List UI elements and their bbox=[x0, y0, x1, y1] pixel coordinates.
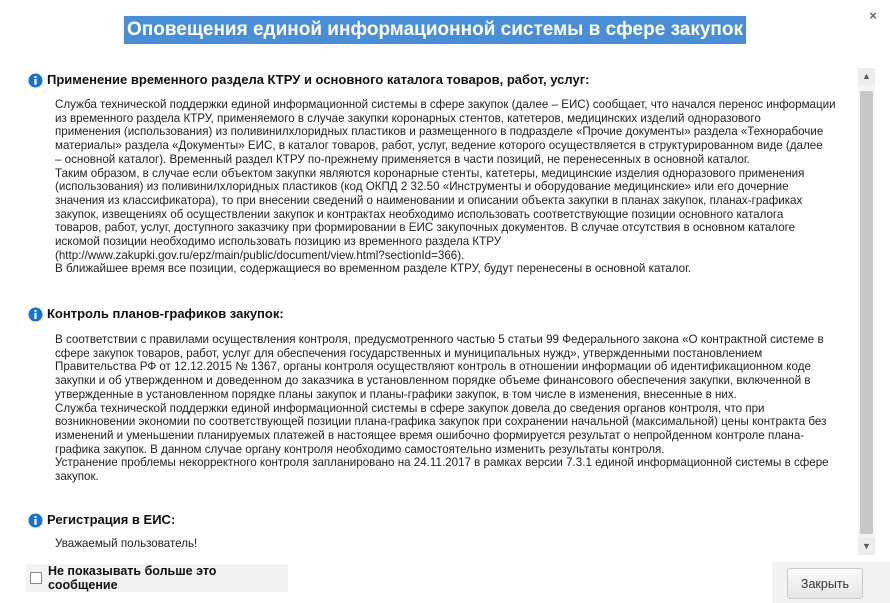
info-icon bbox=[28, 307, 43, 322]
paragraph-line: товаров, работ, услуг, доступного заказчику при формировании в ЕИС закупочных документов. В случае отсутствия в основном каталоге bbox=[55, 221, 796, 235]
scroll-down-icon[interactable]: ▼ bbox=[858, 538, 875, 555]
scroll-up-icon[interactable]: ▲ bbox=[858, 68, 875, 85]
messages-content bbox=[0, 68, 858, 555]
dont-show-again-checkbox[interactable] bbox=[30, 572, 42, 584]
paragraph-line: Таким образом, в случае если объектом закупки являются коронарные стенты, катетеры, медицинские изделия одноразового применения bbox=[55, 166, 805, 180]
section-body-control bbox=[55, 333, 858, 484]
dialog-title: Оповещения единой информационной системы в сфере закупок bbox=[124, 16, 746, 44]
paragraph-line: (http://www.zakupki.gov.ru/epz/main/public/document/view.html?sectionId=366). bbox=[55, 248, 465, 262]
paragraph-line: сфере закупок товаров, работ, услуг для обеспечения государственных и муниципальных нужд», утвержденными постановлением bbox=[55, 346, 763, 360]
paragraph-line: возникновении экономии по соответствующей позиции плана-графика закупок при сохранении начальной (максимальной) цены контракта без bbox=[55, 415, 827, 429]
paragraph-line: – основной каталог). Временный раздел КТРУ по-прежнему применяется в части позиций, не перенесенных в основной каталог. bbox=[55, 152, 750, 166]
paragraph-line: Служба технической поддержки единой информационной системы в сфере закупок довела до сведения органов контроля, что при bbox=[55, 401, 765, 415]
section-title: Регистрация в ЕИС: bbox=[47, 512, 176, 527]
section-title: Контроль планов-графиков закупок: bbox=[47, 306, 284, 321]
paragraph-line: В соответствии с правилами осуществления контроля, предусмотренного частью 5 статьи 99 Федерального закона «О контрактной системе в bbox=[55, 333, 824, 346]
paragraph-line: закупок, извещениях об осуществлении закупок и контрактах необходимо использовать соответствующие позиции основного каталога bbox=[55, 207, 784, 221]
dont-show-again-label[interactable]: Не показывать больше это сообщение bbox=[47, 564, 217, 592]
dont-show-again-row[interactable] bbox=[26, 564, 288, 592]
paragraph-line: изменений и уменьшении планируемых платежей в настоящее время ошибочно формируется результат о непройденном контроле плана- bbox=[55, 428, 805, 442]
section-header-ktru bbox=[28, 72, 589, 88]
info-icon bbox=[28, 73, 43, 88]
vertical-scrollbar[interactable] bbox=[858, 68, 875, 555]
paragraph-line: В ближайшее время все позиции, содержащиеся во временном разделе КТРУ, будут перенесены в основной каталог. bbox=[55, 262, 692, 276]
paragraph-line: Служба технической поддержки единой информационной системы в сфере закупок (далее – ЕИС) сообщает, что начался перенос информации bbox=[55, 98, 836, 111]
section-body-registration bbox=[55, 537, 858, 551]
info-icon bbox=[28, 513, 43, 528]
paragraph-line: значения из классификатора), то при внесении сведений о наименовании и описании объекта закупки в планах закупок, планах-графиках bbox=[55, 193, 803, 207]
paragraph-line: графика закупок. В данном случае органу контроля необходимо самостоятельно изменить результаты контроля. bbox=[55, 442, 665, 456]
paragraph-line: применения (использования) из поливинилхлоридных пластиков и размещенного в подразделе «Прочие документы» раздела «Технорабочие bbox=[55, 125, 824, 139]
section-body-ktru bbox=[55, 98, 858, 276]
paragraph-line: из временного раздела КТРУ, применяемого в случае закупки коронарных стентов, катетеров, медицинских изделий одноразового bbox=[55, 111, 761, 125]
paragraph-line: материалы» раздела «Документы» ЕИС, в каталог товаров, работ, услуг, ведение которого осуществляется в структурированном виде (далее bbox=[55, 139, 823, 153]
paragraph-line: закупки и об утвержденном и доведенном до заказчика в установленном порядке объеме финансового обеспечения закупки, включенной в bbox=[55, 374, 811, 388]
close-button[interactable]: Закрыть bbox=[787, 568, 863, 599]
scroll-thumb[interactable] bbox=[860, 91, 873, 534]
section-header-registration bbox=[28, 512, 175, 528]
paragraph-line: утвержденные в установленном порядке планы закупок и планы-графики закупок, в том числе в изменения, внесенные в них. bbox=[55, 387, 737, 401]
close-icon[interactable]: × bbox=[869, 8, 877, 23]
paragraph-line: Уважаемый пользователь! bbox=[55, 537, 198, 550]
paragraph-line: Устранение проблемы некорректного контроля запланировано на 24.11.2017 в рамках версии 7.3.1 единой информационной системы в сфере bbox=[55, 456, 829, 470]
paragraph-line: Правительства РФ от 12.12.2015 № 1367, органы контроля осуществляют контроль в отношении информации об идентификационном коде bbox=[55, 360, 811, 374]
section-header-control bbox=[28, 306, 284, 322]
paragraph-line: закупок. bbox=[55, 470, 99, 484]
paragraph-line: искомой позиции необходимо использовать позицию из временного раздела КТРУ bbox=[55, 235, 502, 249]
title-wrap bbox=[0, 16, 870, 44]
section-title: Применение временного раздела КТРУ и основного каталога товаров, работ, услуг: bbox=[47, 72, 590, 87]
paragraph-line: (использования) из поливинилхлоридных пластиков (код ОКПД 2 32.50 «Инструменты и оборудование медицинские» или его дочерние bbox=[55, 180, 789, 194]
